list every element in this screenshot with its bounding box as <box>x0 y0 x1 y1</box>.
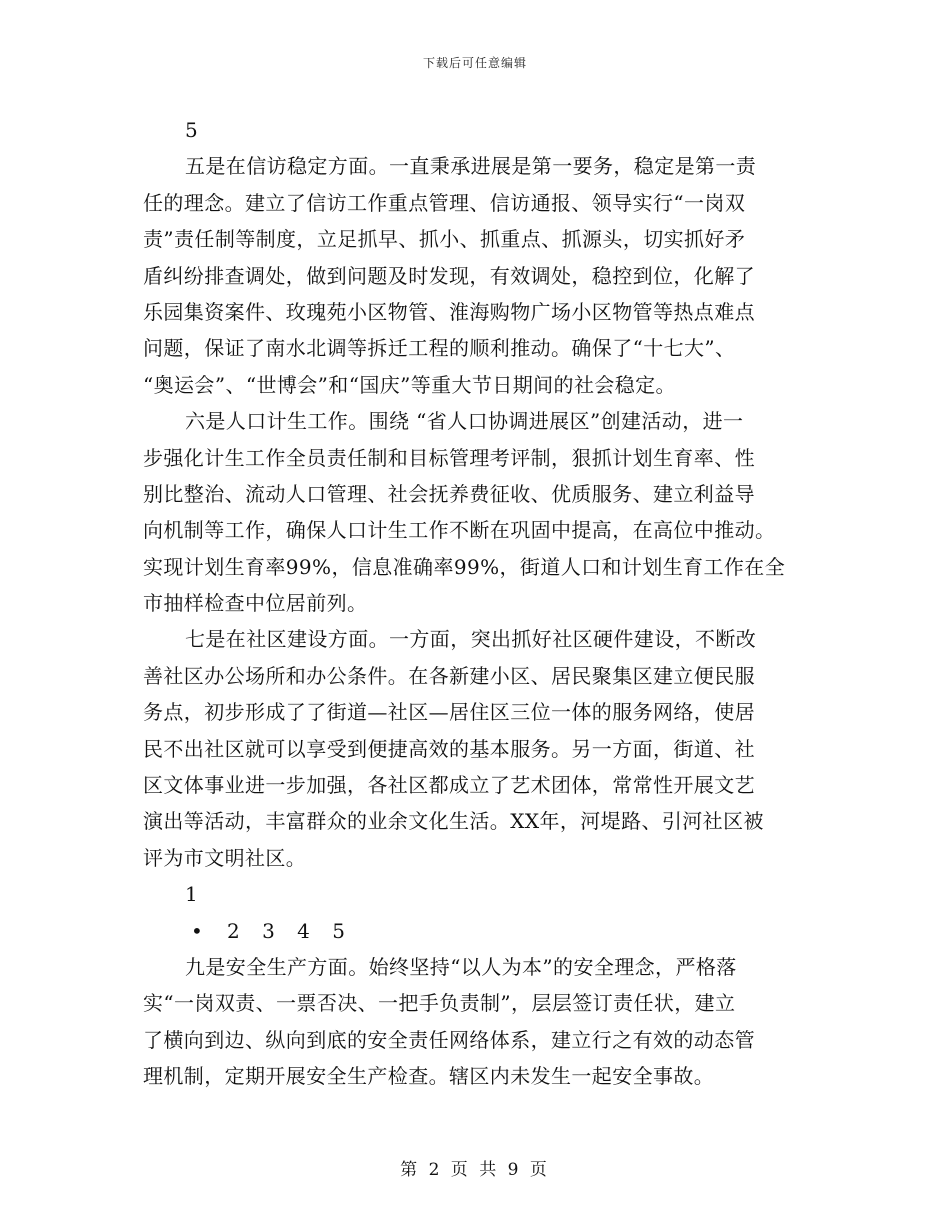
page-footer: 第 2 页 共 9 页 <box>400 1160 550 1180</box>
text-line: 步强化计生工作全员责任制和目标管理考评制，狠抓计划生育率、性 <box>143 445 755 470</box>
text-line: 市抽样检查中位居前列。 <box>143 591 368 616</box>
text-line: 5 <box>185 118 199 142</box>
text-line: 评为市文明社区。 <box>143 845 307 870</box>
text-line: 1 <box>185 882 199 907</box>
text-line: 演出等活动，丰富群众的业余文化生活。XX年，河堤路、引河社区被 <box>143 809 764 834</box>
document-body <box>143 112 807 1095</box>
text-line: 七是在社区建设方面。一方面，突出抓好社区硬件建设，不断改 <box>185 627 757 652</box>
bullet-icon: • <box>191 918 204 943</box>
bullet-text: 2 3 4 5 <box>227 918 353 943</box>
page-header: 下载后可任意编辑 <box>422 56 527 70</box>
text-line: 实“一岗双责、一票否决、一把手负责制”，层层签订责任状，建立 <box>143 991 736 1016</box>
text-line: 别比整治、流动人口管理、社会抚养费征收、优质服务、建立利益导 <box>143 481 755 506</box>
text-line: 问题，保证了南水北调等拆迁工程的顺利推动。确保了“十七大”、 <box>143 336 736 361</box>
text-line: 任的理念。建立了信访工作重点管理、信访通报、领导实行“一岗双 <box>143 190 746 215</box>
text-line: 九是安全生产方面。始终坚持“以人为本”的安全理念，严格落 <box>185 954 737 979</box>
bullet-line <box>143 913 807 949</box>
text-line: 责”责任制等制度，立足抓早、抓小、抓重点、抓源头，切实抓好矛 <box>143 227 746 252</box>
text-line: 乐园集资案件、玫瑰苑小区物管、淮海购物广场小区物管等热点难点 <box>143 299 755 324</box>
text-line: 六是人口计生工作。围绕 “省人口协调进展区”创建活动，进一 <box>185 409 744 434</box>
text-line: 理机制，定期开展安全生产检查。辖区内未发生一起安全事故。 <box>143 1064 715 1089</box>
paragraph-block <box>143 112 807 913</box>
text-line: 区文体事业进一步加强，各社区都成立了艺术团体，常常性开展文艺 <box>143 773 755 798</box>
text-line: 向机制等工作，确保人口计生工作不断在巩固中提高，在高位中推动。 <box>143 518 776 543</box>
text-line: 民不出社区就可以享受到便捷高效的基本服务。另一方面，街道、社 <box>143 736 755 761</box>
text-line: 实现计划生育率99%，信息准确率99%，街道人口和计划生育工作在全 <box>143 554 786 579</box>
text-line: 盾纠纷排查调处，做到问题及时发现，有效调处，稳控到位，化解了 <box>143 263 755 288</box>
text-line: 五是在信访稳定方面。一直秉承进展是第一要务，稳定是第一责 <box>185 154 757 179</box>
text-line: 务点，初步形成了了街道—社区—居住区三位一体的服务网络，使居 <box>143 700 755 725</box>
text-line: 善社区办公场所和办公条件。在各新建小区、居民聚集区建立便民服 <box>143 663 755 688</box>
text-line: “奥运会”、“世博会”和“国庆”等重大节日期间的社会稳定。 <box>143 372 676 397</box>
paragraph-block <box>143 949 807 1095</box>
text-line: 了横向到边、纵向到底的安全责任网络体系，建立行之有效的动态管 <box>143 1027 755 1052</box>
